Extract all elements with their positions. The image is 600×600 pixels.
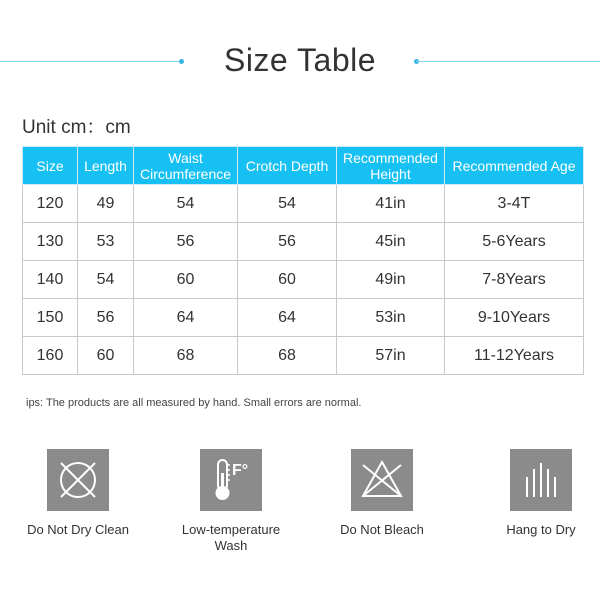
table-cell: 11-12Years — [445, 337, 584, 375]
fahrenheit-symbol: F° — [232, 462, 249, 479]
table-cell: 41in — [337, 185, 445, 223]
table-row — [23, 337, 584, 375]
table-cell: 5-6Years — [445, 223, 584, 261]
care-item-low-temperature-wash — [171, 449, 291, 554]
table-cell: 54 — [238, 185, 337, 223]
table-cell: 130 — [23, 223, 78, 261]
table-cell: 3-4T — [445, 185, 584, 223]
table-cell: 54 — [78, 261, 134, 299]
table-cell: 160 — [23, 337, 78, 375]
care-item-hang-dry — [481, 449, 600, 538]
table-cell: 60 — [78, 337, 134, 375]
table-cell: 7-8Years — [445, 261, 584, 299]
table-cell: 49in — [337, 261, 445, 299]
measurement-note: ips: The products are all measured by hand. Small errors are normal. — [26, 397, 362, 409]
table-cell: 64 — [238, 299, 337, 337]
table-cell: 56 — [78, 299, 134, 337]
hang-to-dry-icon — [510, 449, 572, 511]
header-recommended-height: Recommended Height — [337, 147, 445, 185]
table-cell: 120 — [23, 185, 78, 223]
table-cell: 56 — [238, 223, 337, 261]
header-size: Size — [23, 147, 78, 185]
table-cell: 57in — [337, 337, 445, 375]
table-cell: 49 — [78, 185, 134, 223]
table-cell: 56 — [134, 223, 238, 261]
table-cell: 68 — [238, 337, 337, 375]
do-not-bleach-icon — [351, 449, 413, 511]
header-waist-circumference: Waist Circumference — [134, 147, 238, 185]
table-cell: 60 — [134, 261, 238, 299]
unit-label: Unit cm：cm — [22, 117, 131, 138]
table-cell: 9-10Years — [445, 299, 584, 337]
table-row — [23, 299, 584, 337]
table-cell: 60 — [238, 261, 337, 299]
table-header-row — [23, 147, 584, 185]
care-label: Low-temperature Wash — [181, 522, 281, 553]
table-cell: 45in — [337, 223, 445, 261]
low-temperature-wash-icon — [200, 449, 262, 511]
table-cell: 140 — [23, 261, 78, 299]
table-row — [23, 223, 584, 261]
care-item-bleach — [322, 449, 442, 538]
care-label: Do Not Bleach — [340, 522, 424, 537]
header — [0, 40, 600, 84]
table-cell: 64 — [134, 299, 238, 337]
table-row — [23, 261, 584, 299]
table-cell: 68 — [134, 337, 238, 375]
page-title: Size Table — [223, 42, 377, 78]
table-cell: 53 — [78, 223, 134, 261]
table-cell: 53in — [337, 299, 445, 337]
header-length: Length — [78, 147, 134, 185]
header-crotch-depth: Crotch Depth — [238, 147, 337, 185]
header-recommended-age: Recommended Age — [445, 147, 584, 185]
table-cell: 54 — [134, 185, 238, 223]
care-label: Do Not Dry Clean — [27, 522, 129, 537]
care-label: Hang to Dry — [506, 522, 576, 537]
size-table — [22, 146, 584, 375]
table-cell: 150 — [23, 299, 78, 337]
care-item-dry-clean — [18, 449, 138, 538]
table-row — [23, 185, 584, 223]
do-not-dry-clean-icon — [47, 449, 109, 511]
decorative-line-right — [416, 61, 600, 62]
